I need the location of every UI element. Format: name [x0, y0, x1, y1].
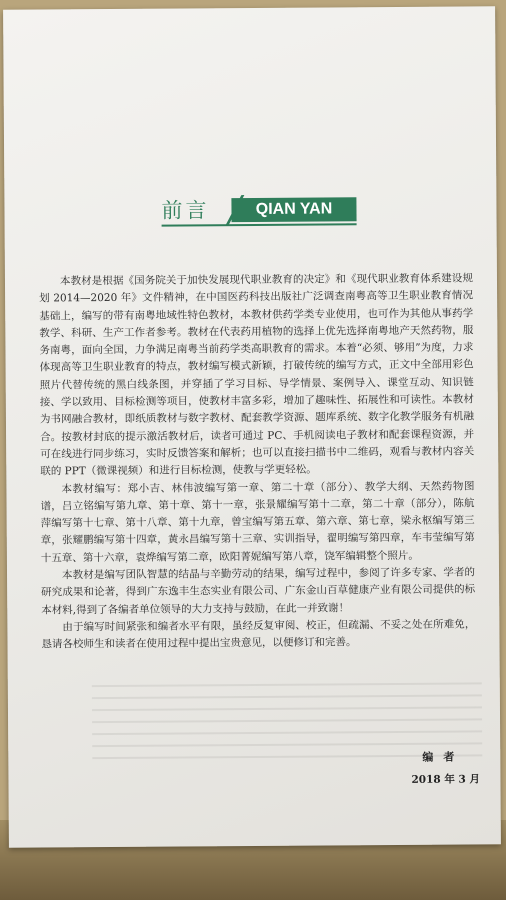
signature-author: 编者 [422, 750, 465, 764]
signature-date: 2018 年 3 月 [411, 773, 481, 786]
paragraph: 本教材是编写团队智慧的结晶与辛勤劳动的结果，编写过程中，参阅了许多专家、学者的研究成果和论著，得到广东逸丰生态实业有限公司、广东金山百草健康产业有限公司提供的标本材料,得到了各编者单位领导的大力支持与鼓励，在此一并致谢！ [41, 566, 476, 617]
paragraph: 本教材编写：郑小吉、林伟波编写第一章、第二十章（部分）、教学大纲、天然药物图谱，吕立铭编写第九章、第十章、第十一章，张景耀编写第十二章，第二十章（部分），陈航萍编写第十七章、第十八章、第十九章，曾宝编写第五章、第六章、第七章，梁永枢编写第三章，张耀鹏编写第十四章，黄永昌编写第十三章、实训指导，翟明编写第四章，车韦莹编写第十五章、第十六章，袁烨编写第二章，欧阳菁妮编写第八章，饶军编辑整个照片。 [40, 480, 475, 565]
show-through-text [92, 672, 483, 785]
heading-underline [162, 223, 357, 226]
paragraph: 本教材是根据《国务院关于加快发展现代职业教育的决定》和《现代职业教育体系建设规划 2014—2020 年》文件精神，在中国医药科技出版社广泛调查南粤高等卫生职业教育情况基础上，编写的带有南粤地域性特色教材，本教材供药学类专业使用，也可作为其他从事药学教学、科研、生产工作者参考。教材在代表药用植物的选择上优先选择南粤地产天然药物，服务南粤，面向全国，力争满足南粤当前药学类高职教育的需求。本着“必须、够用”为度，力求体现高等卫生职业教育的特点，教材编写模式新颖，打破传统的编写方式，正文中全部用彩色照片代替传统的黑白线条图，并穿插了学习目标、导学情景、案例导入、课堂互动、知识链接、学以致用、目标检测等项目，使教材丰富多彩，增加了趣味性、拓展性和可读性。本教材为书网融合教材，即纸质教材与数字教材、配套教学资源、题库系统、数字化教学服务有机融合。按教材封底的提示激活教材后，读者可通过 PC、手机阅读电子教材和配套课程资源，并可在线进行同步练习，实时反馈答案和解析；也可以直接扫描书中二维码，观看与教材内容关联的 PPT（微课视频）和进行目标检测，使教与学更轻松。 [39, 272, 475, 478]
heading-chinese: 前言 [161, 198, 210, 223]
heading-english: QIAN YAN [231, 197, 356, 222]
book-page [3, 6, 501, 847]
preface-body [39, 270, 476, 654]
preface-heading [161, 196, 356, 223]
paragraph: 由于编写时间紧张和编者水平有限，虽经反复审阅、校正，但疏漏、不妥之处在所难免，恳请各校师生和读者在使用过程中提出宝贵意见，以便修订和完善。 [41, 618, 476, 651]
